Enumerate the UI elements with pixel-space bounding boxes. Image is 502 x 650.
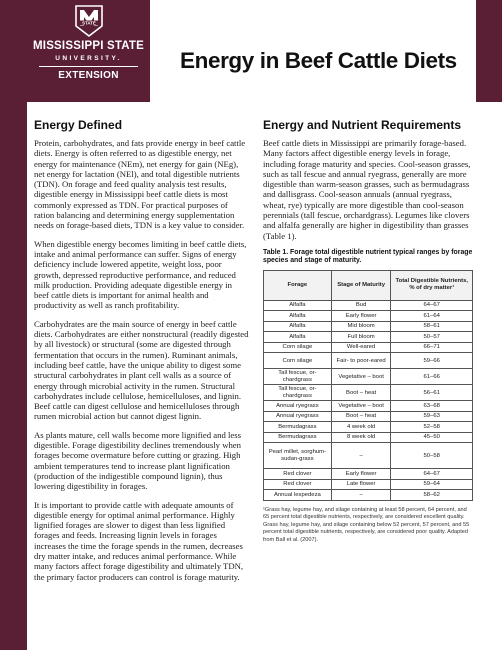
table-row [264,385,473,401]
table-row [264,369,473,385]
table-row [264,332,473,343]
cell-stage: Boot – heat [331,411,391,422]
cell-tdn: 64–67 [391,469,473,480]
cell-forage: Bermudagrass [264,422,332,433]
column-header-stage: Stage of Maturity [331,270,391,300]
table-row [264,411,473,422]
table-row [264,342,473,353]
cell-forage: Corn silage [264,353,332,369]
table-row [264,300,473,311]
cell-forage: Corn silage [264,342,332,353]
cell-stage: Late flower [331,479,391,490]
table-row [264,469,473,480]
document-title: Energy in Beef Cattle Diets [180,48,457,73]
cell-stage: – [331,443,391,469]
cell-tdn: 59–66 [391,353,473,369]
cell-tdn: 45–50 [391,432,473,443]
cell-stage: 4 week old [331,422,391,433]
column-header-tdn: Total Digestible Nutrients, % of dry matter¹ [391,270,473,300]
cell-stage: Well-eared [331,342,391,353]
table-row [264,490,473,501]
cell-tdn: 50–58 [391,443,473,469]
table-footnote: ¹Grass hay, legume hay, and silage containing at least 58 percent, 64 percent, and 65 percent total digestible nutrients, respectively, are considered excellent quality. Grass hay, legume hay, and silage containing below 52 percent, 57 percent, and 55 percent total digestible nutrients, respectively, are considered poor quality. Adapted from Ball et al. (2007). [263,506,470,543]
paragraph: As plants mature, cell walls become more lignified and less digestible. Forage digestibility declines tremendously when forages become overmature before cutting or grazing. High ambient temperatures tend to increase plant lignification (production of the indigestible compound lignin), thus lowering digestibility in forages. [34,429,242,492]
cell-forage: Red clover [264,479,332,490]
table-row [264,311,473,322]
cell-stage: Bud [331,300,391,311]
cell-tdn: 52–58 [391,422,473,433]
cell-tdn: 59–64 [391,479,473,490]
cell-tdn: 58–61 [391,321,473,332]
cell-stage: Early flower [331,469,391,480]
cell-stage: Early flower [331,311,391,322]
table-row [264,432,473,443]
cell-tdn: 66–71 [391,342,473,353]
title-area [150,0,476,102]
cell-forage: Tall fescue, or-chardgrass [264,385,332,401]
cell-stage: Fair- to poor-eared [331,353,391,369]
logo-university-name: MISSISSIPPI STATE [33,40,144,52]
table-caption: Table 1. Forage total digestible nutrient typical ranges by forage species and stage of maturity. [263,248,473,265]
table-row [264,353,473,369]
paragraph: Beef cattle diets in Mississippi are primarily forage-based. Many factors affect digestible energy levels in forage, including forage maturity and species. Cool-season grasses, such as tall fescue and annual ryegrass, generally are more digestible than warm-season grasses, such as bermudagrass and dallisgrass. Cool-season annuals (annual ryegrass, wheat, rye) typically are more digestible than cool-season perennials (tall fescue, orchardgrass). Legumes like clovers and alfalfa generally are higher in digestibility than grasses (Table 1). [263,138,471,241]
table-row [264,422,473,433]
cell-stage: Mid bloom [331,321,391,332]
msu-extension-logo [27,0,150,102]
logo-extension: EXTENSION [58,70,119,81]
cell-forage: Bermudagrass [264,432,332,443]
cell-tdn: 63–68 [391,401,473,412]
table-row [264,401,473,412]
cell-tdn: 64–67 [391,300,473,311]
cell-forage: Pearl millet, sorghum-sudan-grass [264,443,332,469]
cell-forage: Annual ryegrass [264,401,332,412]
cell-forage: Annual lespedeza [264,490,332,501]
right-column [263,118,473,544]
cell-stage: Full bloom [331,332,391,343]
cell-forage: Alfalfa [264,332,332,343]
left-column [34,118,249,590]
paragraph: Carbohydrates are the main source of energy in beef cattle diets. Carbohydrates are either nonstructural (readily digested by all livestock) or structural (some are digested through fermentation that occurs in the rumen). Ruminant animals, including beef cattle, have the unique ability to digest some structural carbohydrates in plant cell walls as a source of energy through microbial activity in the rumen. Structural carbohydrates include cellulose, hemicelluloses, and lignin. Beef cattle can digest cellulose and hemicelluloses through rumen microbial action but cannot digest lignin. [34,318,249,422]
column-header-forage: Forage [264,270,332,300]
msu-seal-icon [74,4,104,38]
right-brand-band [476,0,502,102]
cell-tdn: 50–57 [391,332,473,343]
cell-forage: Annual ryegrass [264,411,332,422]
cell-forage: Alfalfa [264,300,332,311]
cell-tdn: 61–64 [391,311,473,322]
section-heading-energy-requirements: Energy and Nutrient Requirements [263,118,462,132]
tdn-table [263,270,473,501]
cell-forage: Tall fescue, or-chardgrass [264,369,332,385]
cell-stage: Boot – heat [331,385,391,401]
paragraph: Protein, carbohydrates, and fats provide energy in beef cattle diets. Energy is often referred to as digestible energy, net energy for maintenance (NEm), net energy for gain (NEg), net energy for lactation (NEl), and total digestible nutrients (TDN). On forage and feed quality analysis test results, digestible energy in Mississippi beef cattle diets is most commonly expressed as TDN. For practical purposes of ration balancing and determining energy supplementation needs on forage-based diets, TDN is a key value to consider. [34,138,246,231]
table-header-row [264,270,473,300]
table-row [264,479,473,490]
cell-stage: 8 week old [331,432,391,443]
paragraph: When digestible energy becomes limiting in beef cattle diets, intake and animal performance can suffer. Signs of energy deficiency include lowered appetite, weight loss, poor growth, depressed reproductive performance, and reduced milk production. Providing adequate digestible energy in beef cattle diets is important for animal health and productivity as well as ranch profitability. [34,238,247,311]
cell-forage: Alfalfa [264,311,332,322]
table-row [264,321,473,332]
cell-tdn: 61–66 [391,369,473,385]
cell-stage: Vegetative – boot [331,401,391,412]
cell-stage: – [331,490,391,501]
cell-tdn: 56–61 [391,385,473,401]
cell-stage: Vegetative – boot [331,369,391,385]
paragraph: It is important to provide cattle with adequate amounts of digestible energy for optimal animal performance. Highly lignified forages are slower to digest than less lignified forages and feeds. Increasing lignin levels in forages increases the time the forage spends in the rumen, decreases dry matter intake, and reduces animal performance. While many factors affect forage digestibility and ultimately TDN, the primary factor producers can control is forage maturity. [34,499,244,582]
cell-tdn: 58–62 [391,490,473,501]
section-heading-energy-defined: Energy Defined [34,118,123,132]
left-brand-band [0,0,27,650]
cell-tdn: 59–63 [391,411,473,422]
logo-university-word: UNIVERSITY. [55,55,122,62]
table-row [264,443,473,469]
logo-divider [39,66,138,67]
cell-forage: Alfalfa [264,321,332,332]
cell-forage: Red clover [264,469,332,480]
logo-seal-text: STATE [82,20,96,26]
